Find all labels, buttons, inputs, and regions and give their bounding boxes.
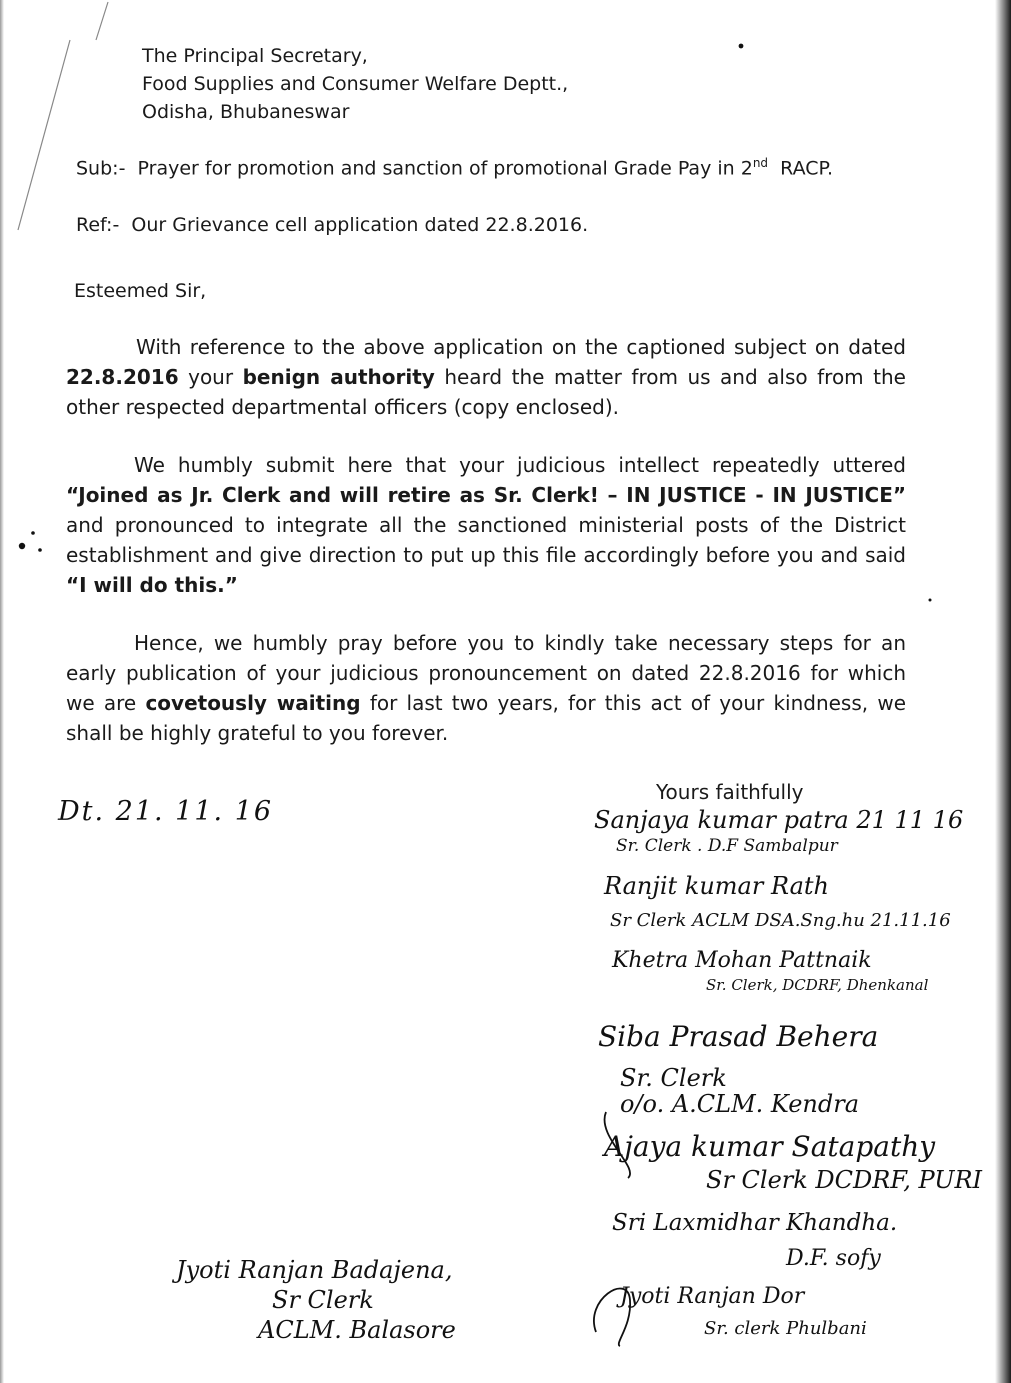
subject-superscript: nd — [752, 156, 769, 170]
paragraph-text: Hence, we humbly pray before you to kindly take necessary steps for an early publication of your judicious pronouncement on dated 22.8.2016 for which we are — [66, 631, 906, 715]
reference-line — [76, 214, 588, 236]
subject-label: Sub:- — [76, 157, 126, 180]
paragraph-1 — [66, 332, 906, 422]
signature-6-title: D.F. sofy — [786, 1246, 881, 1271]
paragraph-3 — [66, 628, 906, 748]
signature-7: Jyoti Ranjan Dor — [620, 1284, 805, 1309]
closing: Yours faithfully — [656, 780, 804, 804]
reference-label: Ref:- — [76, 214, 120, 236]
signature-4-office: o/o. A.CLM. Kendra — [620, 1090, 860, 1118]
paragraph-text: With reference to the above application on the captioned subject on dated — [136, 335, 906, 359]
address-line: Food Supplies and Consumer Welfare Deptt., — [142, 73, 569, 95]
paragraph-2 — [66, 450, 906, 600]
signature-6: Sri Laxmidhar Khandha. — [612, 1210, 898, 1236]
paragraph-bold: benign authority — [242, 365, 435, 389]
signature-3: Khetra Mohan Pattnaik — [612, 948, 872, 973]
signature-7-title: Sr. clerk Phulbani — [704, 1318, 867, 1339]
signature-8-title: Sr Clerk — [272, 1286, 374, 1314]
paragraph-bold: 22.8.2016 — [66, 365, 179, 389]
subject-text-end: RACP. — [780, 157, 834, 180]
address-line: The Principal Secretary, — [142, 45, 368, 67]
ink-dot — [31, 531, 35, 535]
paragraph-text: for last two years, for this act of your kindness, we shall be highly grateful to you forever. — [66, 691, 907, 745]
subject-line — [76, 156, 833, 179]
ink-dot — [739, 44, 744, 49]
signature-4-title: Sr. Clerk — [620, 1064, 727, 1092]
recipient-address — [142, 42, 568, 126]
signature-2: Ranjit kumar Rath — [604, 872, 829, 900]
paragraph-text: heard the matter from us and also from the other respected departmental officers (copy enclosed). — [66, 365, 906, 419]
signature-1: Sanjaya kumar patra 21 11 16 — [594, 806, 964, 834]
signature-5: Ajaya kumar Satapathy — [604, 1130, 936, 1163]
ink-dot — [38, 548, 42, 552]
signature-1-title: Sr. Clerk . D.F Sambalpur — [616, 836, 838, 856]
address-line: Odisha, Bhubaneswar — [142, 101, 350, 123]
ink-dot — [19, 543, 25, 549]
pencil-stroke — [18, 2, 108, 230]
signature-3-title: Sr. Clerk, DCDRF, Dhenkanal — [706, 976, 929, 994]
subject-text: Prayer for promotion and sanction of promotional Grade Pay in 2 — [137, 157, 753, 180]
signature-2-title: Sr Clerk ACLM DSA.Sng.hu 21.11.16 — [610, 910, 951, 931]
salutation: Esteemed Sir, — [74, 280, 207, 302]
paragraph-text: We humbly submit here that your judicious intellect repeatedly uttered — [134, 453, 906, 477]
signature-5-title: Sr Clerk DCDRF, PURI — [706, 1166, 983, 1194]
signature-4: Siba Prasad Behera — [598, 1020, 879, 1053]
signature-8: Jyoti Ranjan Badajena, — [176, 1256, 453, 1284]
paragraph-text: your — [188, 365, 234, 389]
ink-dot — [929, 599, 932, 602]
paragraph-text: and pronounced to integrate all the sanctioned ministerial posts of the District establishment and give direction to put up this file accordingly before you and said — [66, 513, 906, 567]
paragraph-bold: covetously waiting — [145, 691, 361, 715]
paragraph-bold: “Joined as Jr. Clerk and will retire as Sr. Clerk! – IN JUSTICE - IN JUSTICE” — [66, 483, 906, 507]
signature-8-office: ACLM. Balasore — [258, 1316, 456, 1344]
handwritten-date: Dt. 21. 11. 16 — [58, 796, 274, 827]
paragraph-bold: “I will do this.” — [66, 573, 238, 597]
reference-text: Our Grievance cell application dated 22.8.2016. — [131, 214, 589, 236]
